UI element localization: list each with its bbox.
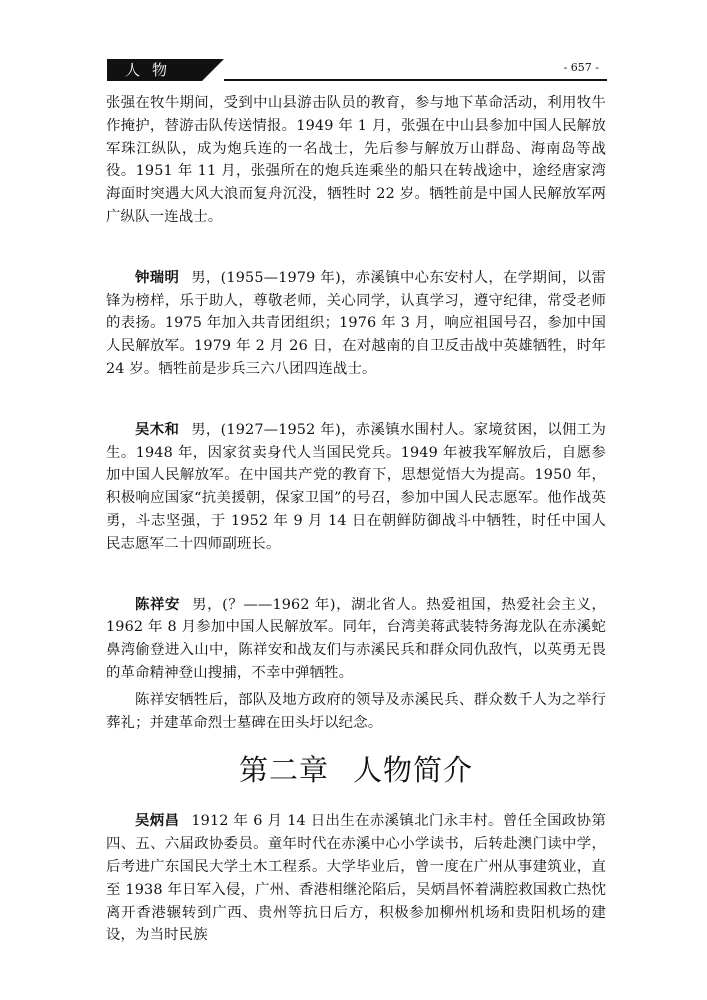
entry-zhong-ruiming bbox=[106, 267, 606, 381]
entry-text: 男，(1927—1952 年)，赤溪镇水围村人。家境贫困，以佣工为生。1948 年，因家贫卖身代人当国民党兵。1949 年被我军解放后，自愿参加中国人民解放军。在中国共产党的教育下，思想觉悟大为提高。1950 年，积极响应国家“抗美援朝，保家卫国”的号召，参加中国人民志愿军。他作战英勇，斗志坚强，于 1952 年 9 月 14 日在朝鲜防御战斗中牺牲，时任中国人民志愿军二十四师副班长。 bbox=[106, 421, 606, 552]
entry-chen-xiangan bbox=[106, 594, 606, 685]
entry-wu-muhe bbox=[106, 419, 606, 556]
section-tab: 人物 bbox=[107, 59, 202, 81]
entry-text: 张强在牧牛期间，受到中山县游击队员的教育，参与地下革命活动，利用牧牛作掩护，替游击队传送情报。1949 年 1 月，张强在中山县参加中国人民解放军珠江纵队，成为炮兵连的一名战士，先后参与解放万山群岛、海南岛等战役。1951 年 11 月，张强所在的炮兵连乘坐的船只在转战途中，途经唐家湾海面时突遇大风大浪而复舟沉没，牺牲时 22 岁。牺牲前是中国人民解放军两广纵队一连战士。 bbox=[106, 95, 606, 225]
entry-zhang-qiang bbox=[106, 92, 606, 229]
entry-text: 男，(1955—1979 年)，赤溪镇中心东安村人，在学期间，以雷锋为榜样，乐于助人，尊敬老师，关心同学，认真学习，遵守纪律，常受老师的表扬。1975 年加入共青团组织；1976 年 3 月，响应祖国号召，参加中国人民解放军。1979 年 2 月 26 日，在对越南的自卫反击战中英雄牺牲，时年 24 岁。牺牲前是步兵三六八团四连战士。 bbox=[106, 269, 606, 377]
bio-name: 吴炳昌 bbox=[135, 813, 180, 830]
chapter-number: 第二章 bbox=[238, 753, 329, 788]
bio-wu-bingchang bbox=[106, 810, 606, 947]
entry-text: 男，(？——1962 年)，湖北省人。热爱祖国，热爱社会主义，1962 年 8 月参加中国人民解放军。同年，台湾美蒋武装特务海龙队在赤溪蛇鼻湾偷登进入山中，陈祥安和战友们与赤溪民兵和群众同仇敌忾，以英勇无畏的革命精神登山搜捕，不幸中弹牺牲。 bbox=[106, 596, 607, 681]
chapter-heading bbox=[106, 748, 606, 792]
entry-name: 陈祥安 bbox=[135, 596, 181, 613]
chapter-title: 人物简介 bbox=[353, 753, 474, 788]
bio-text: 1912 年 6 月 14 日出生在赤溪镇北门永丰村。曾任全国政协第四、五、六届政协委员。童年时代在赤溪中心小学读书，后转赴澳门读中学，后考进广东国民大学土木工程系。大学毕业后，曾一度在广州从事建筑业，直至 1938 年日军入侵，广州、香港相继沦陷后，吴炳昌怀着满腔救国救亡热忱离开香港辗转到广西、贵州等抗日后方，积极参加柳州机场和贵阳机场的建设，为当时民族 bbox=[106, 813, 606, 944]
running-header bbox=[107, 59, 607, 81]
page-number: - 657 - bbox=[563, 61, 599, 74]
header-rule bbox=[224, 79, 607, 81]
entry-followup: 陈祥安牺牲后，部队及地方政府的领导及赤溪民兵、群众数千人为之举行葬礼；并建革命烈士墓碑在田头圩以纪念。 bbox=[106, 691, 606, 731]
page-body bbox=[106, 92, 606, 947]
entry-name: 钟瑞明 bbox=[135, 269, 180, 286]
section-tab-slant bbox=[202, 59, 224, 81]
entry-name: 吴木和 bbox=[135, 421, 180, 438]
